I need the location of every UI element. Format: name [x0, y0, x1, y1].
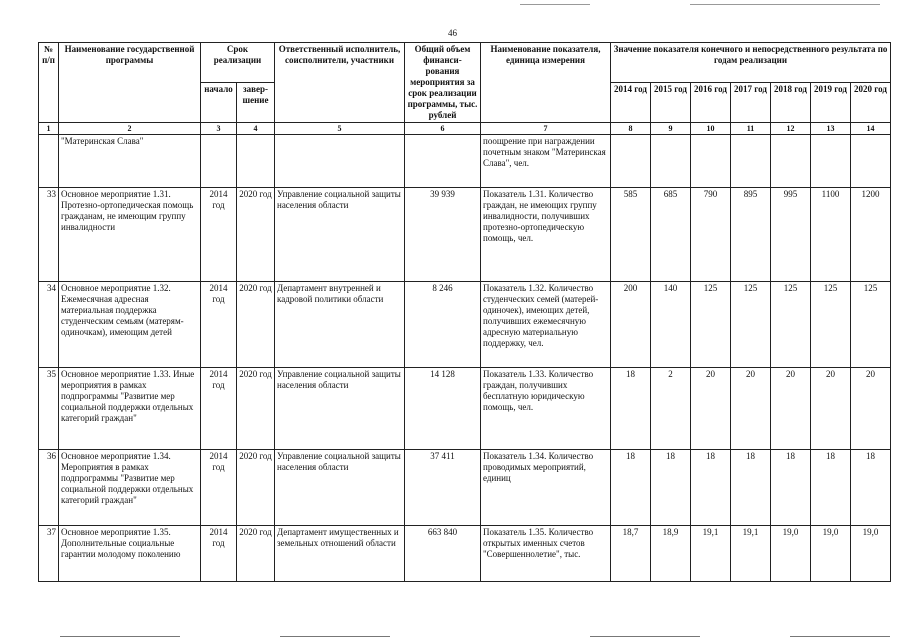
executor: Департамент внутренней и кадровой политики области	[275, 282, 405, 368]
value-cell	[811, 135, 851, 188]
page-number: 46	[448, 28, 457, 38]
value-cell: 18	[771, 450, 811, 526]
program-name: Основное мероприятие 1.31. Протезно-ортопедическая помощь гражданам, не имеющим группу инвалидности	[59, 188, 201, 282]
header-start: начало	[201, 83, 237, 123]
header-indicator: Наименование показателя, единица измерения	[481, 43, 611, 123]
funding-volume: 37 411	[405, 450, 481, 526]
column-number: 7	[481, 123, 611, 135]
header-program: Наименование государственной программы	[59, 43, 201, 123]
header-end: завер-шение	[237, 83, 275, 123]
value-cell: 125	[691, 282, 731, 368]
value-cell: 19,0	[811, 526, 851, 582]
value-cell: 20	[811, 368, 851, 450]
value-cell: 1100	[811, 188, 851, 282]
program-name: "Материнская Слава"	[59, 135, 201, 188]
column-number: 9	[651, 123, 691, 135]
end-year: 2020 год	[237, 368, 275, 450]
executor: Управление социальной защиты населения области	[275, 368, 405, 450]
column-number: 12	[771, 123, 811, 135]
column-number: 8	[611, 123, 651, 135]
value-cell	[651, 135, 691, 188]
value-cell	[691, 135, 731, 188]
value-cell: 685	[651, 188, 691, 282]
indicator-name: Показатель 1.35. Количество открытых именных счетов "Совершеннолетие", тыс.	[481, 526, 611, 582]
value-cell: 18	[851, 450, 891, 526]
value-cell	[731, 135, 771, 188]
value-cell: 20	[731, 368, 771, 450]
header-year: 2018 год	[771, 83, 811, 123]
start-year: 2014 год	[201, 282, 237, 368]
table-row	[39, 368, 891, 450]
start-year: 2014 год	[201, 450, 237, 526]
indicator-name: Показатель 1.33. Количество граждан, получивших бесплатную юридическую помощь, чел.	[481, 368, 611, 450]
value-cell: 20	[691, 368, 731, 450]
end-year: 2020 год	[237, 282, 275, 368]
table-row	[39, 526, 891, 582]
header-executor: Ответственный исполнитель, соисполнители, участники	[275, 43, 405, 123]
program-name: Основное мероприятие 1.35. Дополнительные социальные гарантии молодому поколению	[59, 526, 201, 582]
value-cell: 790	[691, 188, 731, 282]
value-cell: 18	[611, 450, 651, 526]
column-number: 5	[275, 123, 405, 135]
value-cell: 895	[731, 188, 771, 282]
row-number: 33	[39, 188, 59, 282]
column-number: 10	[691, 123, 731, 135]
table-row	[39, 135, 891, 188]
value-cell: 585	[611, 188, 651, 282]
header-num: № п/п	[39, 43, 59, 123]
indicator-name: Показатель 1.32. Количество студенческих семей (матерей-одиночек), имеющих детей, получивших ежемесячную адресную материальную поддержку, чел.	[481, 282, 611, 368]
value-cell: 995	[771, 188, 811, 282]
value-cell: 18	[731, 450, 771, 526]
value-cell: 18	[611, 368, 651, 450]
executor: Департамент имущественных и земельных отношений области	[275, 526, 405, 582]
end-year: 2020 год	[237, 526, 275, 582]
header-year: 2015 год	[651, 83, 691, 123]
value-cell: 2	[651, 368, 691, 450]
header-year: 2020 год	[851, 83, 891, 123]
start-year	[201, 135, 237, 188]
row-number: 34	[39, 282, 59, 368]
table-row	[39, 282, 891, 368]
scan-artifact-line	[520, 4, 590, 5]
end-year	[237, 135, 275, 188]
program-name: Основное мероприятие 1.34. Мероприятия в рамках подпрограммы "Развитие мер социальной поддержки отдельных категорий граждан"	[59, 450, 201, 526]
column-number: 14	[851, 123, 891, 135]
column-number: 3	[201, 123, 237, 135]
value-cell: 140	[651, 282, 691, 368]
end-year: 2020 год	[237, 188, 275, 282]
funding-volume: 8 246	[405, 282, 481, 368]
value-cell: 125	[771, 282, 811, 368]
header-values: Значение показателя конечного и непосредственного результата по годам реализации	[611, 43, 891, 83]
scan-artifact-line	[590, 636, 700, 637]
start-year: 2014 год	[201, 368, 237, 450]
column-number: 1	[39, 123, 59, 135]
value-cell: 19,0	[851, 526, 891, 582]
executor: Управление социальной защиты населения области	[275, 450, 405, 526]
value-cell: 18,7	[611, 526, 651, 582]
table-row	[39, 188, 891, 282]
header-year: 2019 год	[811, 83, 851, 123]
row-number: 35	[39, 368, 59, 450]
row-number: 36	[39, 450, 59, 526]
program-name: Основное мероприятие 1.32. Ежемесячная адресная материальная поддержка студенческим семьям (матерям-одиночкам), имеющим детей	[59, 282, 201, 368]
value-cell	[851, 135, 891, 188]
value-cell: 19,1	[691, 526, 731, 582]
value-cell: 20	[771, 368, 811, 450]
value-cell: 125	[851, 282, 891, 368]
funding-volume: 14 128	[405, 368, 481, 450]
value-cell: 20	[851, 368, 891, 450]
executor: Управление социальной защиты населения области	[275, 188, 405, 282]
value-cell: 18	[691, 450, 731, 526]
row-number: 37	[39, 526, 59, 582]
scan-artifact-line	[60, 636, 180, 637]
start-year: 2014 год	[201, 526, 237, 582]
header-year: 2016 год	[691, 83, 731, 123]
header-period: Срок реализации	[201, 43, 275, 83]
header-year: 2014 год	[611, 83, 651, 123]
indicator-name: поощрение при награждении почетным знаком "Материнская Слава", чел.	[481, 135, 611, 188]
column-numbers-row	[39, 123, 891, 135]
value-cell: 1200	[851, 188, 891, 282]
value-cell: 18	[811, 450, 851, 526]
value-cell: 19,1	[731, 526, 771, 582]
scan-artifact-line	[790, 636, 890, 637]
program-table	[38, 42, 891, 582]
column-number: 2	[59, 123, 201, 135]
header-row-1	[39, 43, 891, 83]
value-cell	[771, 135, 811, 188]
funding-volume: 663 840	[405, 526, 481, 582]
indicator-name: Показатель 1.34. Количество проводимых мероприятий, единиц	[481, 450, 611, 526]
value-cell: 18	[651, 450, 691, 526]
scan-artifact-line	[280, 636, 390, 637]
header-volume: Общий объем финанси-рования мероприятия за срок реализации программы, тыс. рублей	[405, 43, 481, 123]
column-number: 4	[237, 123, 275, 135]
executor	[275, 135, 405, 188]
column-number: 11	[731, 123, 771, 135]
value-cell: 125	[731, 282, 771, 368]
column-number: 6	[405, 123, 481, 135]
column-number: 13	[811, 123, 851, 135]
header-year: 2017 год	[731, 83, 771, 123]
value-cell: 19,0	[771, 526, 811, 582]
scan-artifact-line	[690, 4, 880, 5]
value-cell: 18,9	[651, 526, 691, 582]
program-name: Основное мероприятие 1.33. Иные мероприятия в рамках подпрограммы "Развитие мер социальной поддержки отдельных категорий граждан"	[59, 368, 201, 450]
value-cell: 200	[611, 282, 651, 368]
value-cell	[611, 135, 651, 188]
funding-volume: 39 939	[405, 188, 481, 282]
row-number	[39, 135, 59, 188]
funding-volume	[405, 135, 481, 188]
indicator-name: Показатель 1.31. Количество граждан, не имеющих группу инвалидности, получивших протезно-ортопедическую помощь, чел.	[481, 188, 611, 282]
start-year: 2014 год	[201, 188, 237, 282]
end-year: 2020 год	[237, 450, 275, 526]
table-row	[39, 450, 891, 526]
value-cell: 125	[811, 282, 851, 368]
